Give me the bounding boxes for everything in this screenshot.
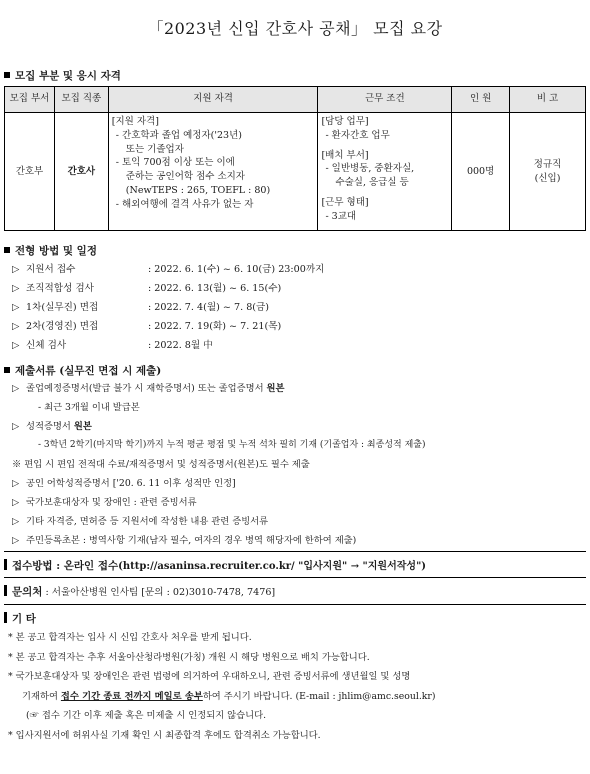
list-item: * 입사지원서에 허위사실 기재 확인 시 최종합격 후에도 합격취소 가능합니다. <box>8 729 321 741</box>
list-item: * 국가보훈대상자 및 장애인은 관련 법령에 의거하여 우대하오니, 관련 증빙서류에 생년월일 및 성명 <box>8 671 411 682</box>
list-item: ▷ 지원서 접수 : 2022. 6. 1(수) ~ 6. 10(금) 23:00까지 <box>4 260 586 279</box>
divider <box>4 604 586 605</box>
cell-qualification: [지원 자격] - 간호학과 졸업 예정자('23년) 또는 기졸업자 - 토익 700점 이상 또는 이에 준하는 공인어학 점수 소지자 (NewTEPS : 265, TOEFL : 80) - 해외여행에 결격 사유가 없는 자 <box>108 113 318 231</box>
bar-marker-icon <box>4 585 7 596</box>
section-heading-schedule: 전형 방법 및 일정 <box>4 243 97 258</box>
etc-list <box>4 628 586 745</box>
list-item: ▷ 2차(경영진) 면접 : 2022. 7. 19(화) ~ 7. 21(목) <box>4 317 586 336</box>
triangle-bullet-icon: ▷ <box>12 497 20 508</box>
list-item: * 본 공고 합격자는 입사 시 신입 간호사 처우를 받게 됩니다. <box>8 632 252 643</box>
triangle-bullet-icon: ▷ <box>12 535 20 546</box>
header-dept: 모집 부서 <box>5 87 55 113</box>
list-item: - 최근 3개월 이내 발급본 <box>38 402 140 413</box>
header-note: 비 고 <box>510 87 586 113</box>
bar-marker-icon <box>4 559 7 570</box>
list-item: (☞ 접수 기간 이후 제출 혹은 미제출 시 인정되지 않습니다. <box>26 710 267 721</box>
cell-note: 정규직 (신입) <box>510 113 586 231</box>
list-item: ▷ 졸업예정증명서(발급 불가 시 재학증명서) 또는 졸업증명서 원본 <box>4 379 586 398</box>
list-item: ▷ 1차(실무진) 면접 : 2022. 7. 4(월) ~ 7. 8(금) <box>4 298 586 317</box>
contact-info: 문의처 : 서울아산병원 인사팀 [문의 : 02)3010-7478, 7476] <box>4 584 586 599</box>
cell-conditions: [담당 업무] - 환자간호 업무 [배치 부서] - 일반병동, 중환자실, 수술실, 응급실 등 [근무 형태] - 3교대 <box>318 113 452 231</box>
section-heading-documents: 제출서류 (실무진 면접 시 제출) <box>4 363 161 378</box>
apply-method: 접수방법 : 온라인 접수(http://asaninsa.recruiter.co.kr/ "입사지원" → "지원서작성") <box>4 557 586 573</box>
section-heading-recruitment: 모집 부분 및 응시 자격 <box>4 68 121 83</box>
header-conditions: 근무 조건 <box>318 87 452 113</box>
etc-heading: 기 타 <box>4 611 586 626</box>
bar-marker-icon <box>4 612 7 623</box>
list-item: ▷ 주민등록초본 : 병역사항 기재(남자 필수, 여자의 경우 병역 해당자에 한하여 제출) <box>4 531 586 550</box>
table-header-row <box>5 87 586 113</box>
divider <box>4 551 586 552</box>
divider <box>4 577 586 578</box>
recruitment-table <box>4 86 586 231</box>
square-bullet-icon <box>4 72 10 78</box>
header-headcount: 인 원 <box>452 87 510 113</box>
triangle-bullet-icon: ▷ <box>12 340 20 351</box>
header-qualification: 지원 자격 <box>108 87 318 113</box>
triangle-bullet-icon: ▷ <box>12 383 20 394</box>
list-item: ※ 편입 시 편입 전적대 수료/재적증명서 및 성적증명서(원본)도 필수 제출 <box>12 459 310 470</box>
list-item: * 본 공고 합격자는 추후 서울아산청라병원(가칭) 개원 시 해당 병원으로 배치 가능합니다. <box>8 651 370 663</box>
header-job: 모집 직종 <box>54 87 108 113</box>
triangle-bullet-icon: ▷ <box>12 283 20 294</box>
schedule-list <box>4 260 586 355</box>
triangle-bullet-icon: ▷ <box>12 302 20 313</box>
apply-url[interactable]: (http://asaninsa.recruiter.co.kr/ "입사지원" → "지원서작성") <box>118 561 427 572</box>
page-title: 「2023년 신입 간호사 공채」 모집 요강 <box>147 19 443 38</box>
list-item: ▷ 기타 자격증, 면허증 등 지원서에 작성한 내용 관련 증빙서류 <box>4 512 586 531</box>
triangle-bullet-icon: ▷ <box>12 478 20 489</box>
list-item: ▷ 신체 검사 : 2022. 8월 中 <box>4 336 586 355</box>
cell-dept: 간호부 <box>5 113 55 231</box>
documents-list <box>4 379 586 550</box>
triangle-bullet-icon: ▷ <box>12 421 20 432</box>
square-bullet-icon <box>4 247 10 253</box>
cell-headcount: 000명 <box>452 113 510 231</box>
triangle-bullet-icon: ▷ <box>12 321 20 332</box>
triangle-bullet-icon: ▷ <box>12 516 20 527</box>
table-row <box>5 113 586 231</box>
square-bullet-icon <box>4 367 10 373</box>
list-item: ▷ 성적증명서 원본 <box>4 417 586 436</box>
list-item: ▷ 국가보훈대상자 및 장애인 : 관련 증빙서류 <box>4 493 586 512</box>
list-item: ▷ 조직적합성 검사 : 2022. 6. 13(월) ~ 6. 15(수) <box>4 279 586 298</box>
list-item: ▷ 공인 어학성적증명서 ['20. 6. 11 이후 성적만 인정] <box>4 474 586 493</box>
triangle-bullet-icon: ▷ <box>12 264 20 275</box>
list-item: - 3학년 2학기(마지막 학기)까지 누적 평균 평점 및 누적 석차 필히 기재 (기졸업자 : 최종성적 제출) <box>38 440 426 450</box>
cell-job: 간호사 <box>54 113 108 231</box>
list-item: 기재하여 접수 기간 종료 전까지 메일로 송부하여 주시기 바랍니다. (E-mail : jhlim@amc.seoul.kr) <box>22 690 436 702</box>
